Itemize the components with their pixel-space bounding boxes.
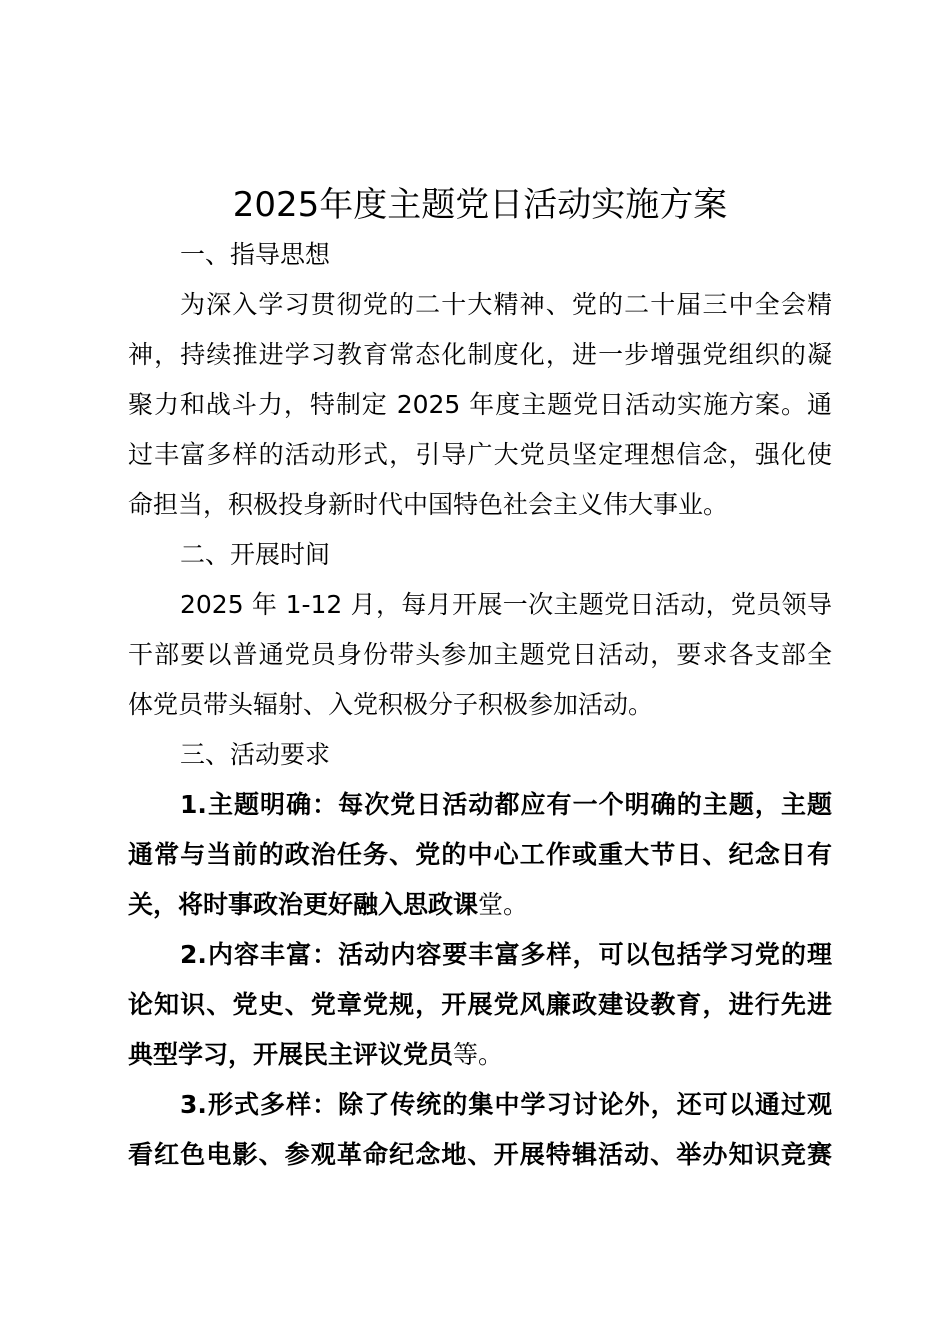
requirement-item-1-line: 通常与当前的政治任务、党的中心工作或重大节日、纪念日有 <box>128 840 832 869</box>
paragraph-line: 为深入学习贯彻党的二十大精神、党的二十届三中全会精 <box>180 290 832 319</box>
requirement-item-3-line: 看红色电影、参观革命纪念地、开展特辑活动、举办知识竞赛 <box>128 1140 832 1169</box>
bold-text: 典型学习，开展民主评议党员 <box>128 1040 454 1069</box>
requirement-item-1-line <box>128 880 832 930</box>
paragraph-line: 2025 年 1-12 月，每月开展一次主题党日活动，党员领导 <box>180 590 832 619</box>
section-heading-schedule: 二、开展时间 <box>180 540 331 569</box>
paragraph-line: 聚力和战斗力，特制定 2025 年度主题党日活动实施方案。通 <box>128 390 832 419</box>
paragraph-line: 命担当，积极投身新时代中国特色社会主义伟大事业。 <box>128 490 729 519</box>
requirement-item-1-line: 1.主题明确：每次党日活动都应有一个明确的主题，主题 <box>180 790 832 819</box>
normal-text: 堂。 <box>478 890 529 919</box>
requirement-item-2-line <box>128 1030 832 1080</box>
section-heading-requirements: 三、活动要求 <box>180 740 331 769</box>
paragraph-line: 干部要以普通党员身份带头参加主题党日活动，要求各支部全 <box>128 640 832 669</box>
requirement-item-2-line: 论知识、党史、党章党规，开展党风廉政建设教育，进行先进 <box>128 990 832 1019</box>
document-title: 2025年度主题党日活动实施方案 <box>232 185 728 225</box>
normal-text: 等。 <box>453 1040 504 1069</box>
paragraph-line: 神，持续推进学习教育常态化制度化，进一步增强党组织的凝 <box>128 340 832 369</box>
paragraph-line: 过丰富多样的活动形式，引导广大党员坚定理想信念，强化使 <box>128 440 832 469</box>
requirement-item-3-line: 3.形式多样：除了传统的集中学习讨论外，还可以通过观 <box>180 1090 832 1119</box>
section-heading-guiding-ideology: 一、指导思想 <box>180 240 331 269</box>
requirement-item-2-line: 2.内容丰富：活动内容要丰富多样，可以包括学习党的理 <box>180 940 832 969</box>
bold-text: 关，将时事政治更好融入思政课 <box>128 890 479 919</box>
document-page <box>128 180 832 1180</box>
paragraph-line: 体党员带头辐射、入党积极分子积极参加活动。 <box>128 690 654 719</box>
